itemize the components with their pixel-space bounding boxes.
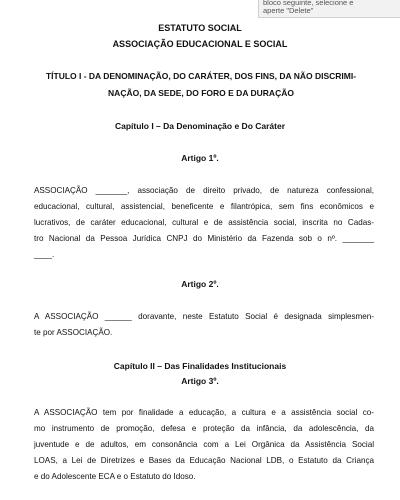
paragraph-line: tro Nacional da Pessoa Jurídica CNPJ do Ministério da Fazenda sob o nº. _______ — [34, 234, 374, 243]
paragraph-line: e do Adolescente ECA e o Estatuto do Idoso. — [34, 472, 196, 481]
titulo-heading — [36, 68, 366, 102]
paragraph-line: ____. — [34, 250, 55, 259]
capitulo-2-heading: Capítulo II – Das Finalidades Institucionais — [113, 361, 287, 371]
artigo-2-paragraph — [34, 309, 374, 341]
titulo-line-1: TÍTULO I - DA DENOMINAÇÃO, DO CARÁTER, DOS FINS, DA NÃO DISCRIMI- — [45, 71, 357, 81]
paragraph-line: educacional, cultural, assistencial, beneficente e filantrópica, sem fins econômicos e — [34, 202, 374, 211]
artigo-1-paragraph — [34, 183, 374, 263]
artigo-3-heading: Artigo 3º. — [181, 376, 219, 386]
titulo-line-2: NAÇÃO, DA SEDE, DO FORO E DA DURAÇÃO — [108, 88, 294, 98]
paragraph-line: A ASSOCIAÇÃO tem por finalidade a educação, a cultura e a assistência social co- — [34, 408, 374, 417]
paragraph-line: ASSOCIAÇÃO _______, associação de direito privado, de natureza confessional, — [34, 186, 374, 195]
artigo-2-heading: Artigo 2º. — [181, 279, 219, 289]
document-subtitle: ASSOCIAÇÃO EDUCACIONAL E SOCIAL — [112, 39, 288, 49]
artigo-1-heading: Artigo 1º. — [181, 153, 219, 163]
paragraph-line: mo instrumento de promoção, defesa e proteção da infância, da adolescência, da — [34, 424, 374, 433]
paragraph-line: juventude e de adultos, em consonância com a Lei Orgânica da Assistência Social — [34, 440, 374, 449]
paragraph-line: lucrativos, de caráter educacional, cultural e de assistência social, inscrita no Cadas- — [34, 218, 374, 227]
hint-line-2: aperte "Delete" — [263, 6, 314, 15]
hint-line-1: bloco seguinte, selecione e — [263, 0, 354, 7]
document-title: ESTATUTO SOCIAL — [158, 23, 242, 33]
paragraph-line: LOAS, a Lei de Diretrizes e Bases da Educação Nacional LDB, o Estatuto da Criança — [34, 456, 374, 465]
editing-hint-note — [258, 0, 400, 18]
paragraph-line: A ASSOCIAÇÃO ______ doravante, neste Estatuto Social é designada simplesmen- — [34, 312, 374, 321]
artigo-3-paragraph — [34, 405, 374, 485]
capitulo-1-heading: Capítulo I – Da Denominação e Do Caráter — [114, 121, 286, 131]
paragraph-line: te por ASSOCIAÇÃO. — [34, 328, 113, 337]
